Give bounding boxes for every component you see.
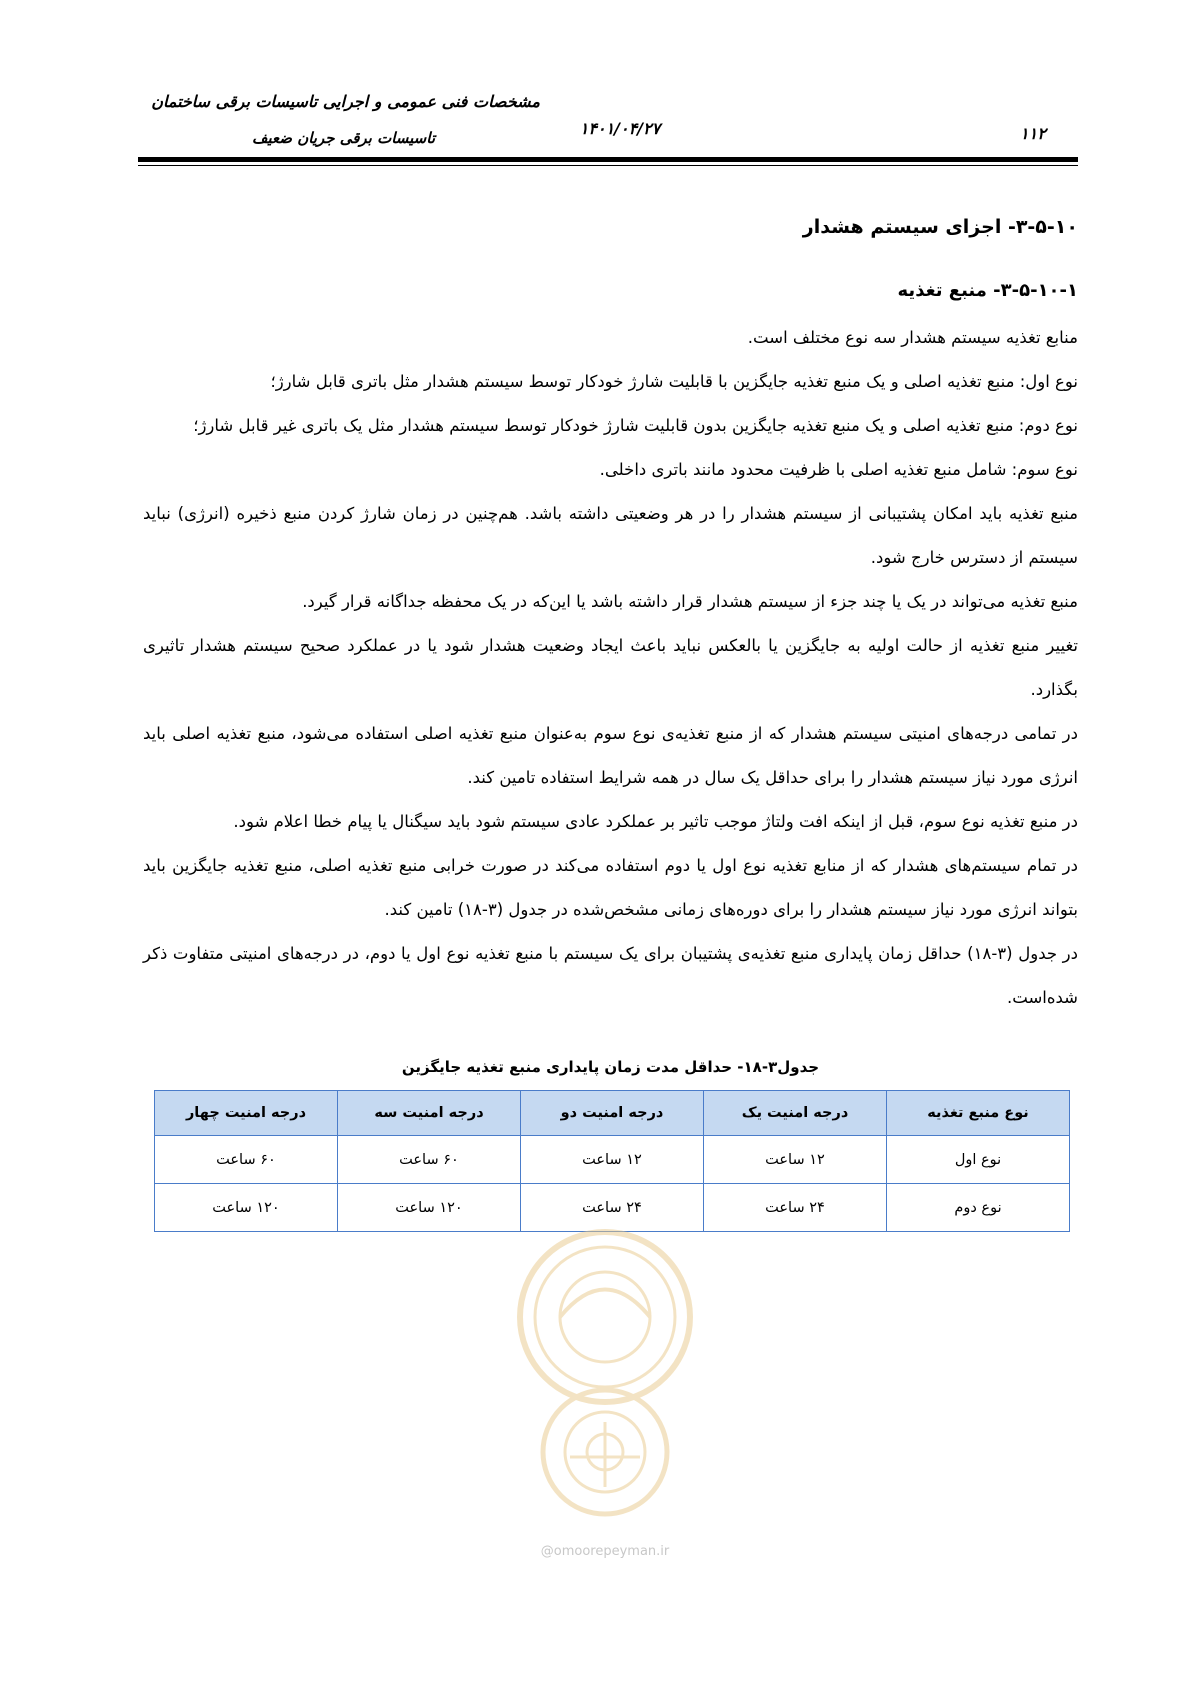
table-header-cell: درجه امنیت دو — [521, 1091, 704, 1136]
table-cell: ۲۴ ساعت — [704, 1184, 887, 1232]
header-title-line1: مشخصات فنی عمومی و اجرایی تاسیسات برقی ساختمان — [151, 92, 540, 111]
main-content — [143, 214, 1078, 1232]
header-rule-thick — [138, 157, 1078, 162]
watermark-site-text: @omoorepeyman.ir — [540, 1544, 670, 1559]
table-cell: ۶۰ ساعت — [155, 1136, 338, 1184]
table-container — [154, 1090, 1070, 1232]
power-supply-table — [154, 1090, 1070, 1232]
table-cell: ۶۰ ساعت — [338, 1136, 521, 1184]
table-caption: جدول۳-۱۸- حداقل مدت زمان پایداری منبع تغذیه جایگزین — [401, 1058, 820, 1076]
table-row — [155, 1136, 1070, 1184]
header-date: ۱۴۰۱/۰۴/۲۷ — [579, 119, 661, 138]
section-subheading: ۳-۵-۱۰-۱- منبع تغذیه — [897, 280, 1078, 301]
paragraph: در تمامی درجه‌های امنیتی سیستم هشدار که از منبع تغذیه‌ی نوع سوم به‌عنوان منبع تغذیه اصلی استفاده می‌شود، منبع تغذیه اصلی باید انرژی مورد نیاز سیستم هشدار را برای حداقل یک سال در همه شرایط استفاده تامین کند. — [143, 724, 1078, 787]
page-number: ۱۱۲ — [1020, 124, 1046, 143]
table-cell: نوع اول — [887, 1136, 1070, 1184]
paragraph: در جدول (۳-۱۸) حداقل زمان پایداری منبع تغذیه‌ی پشتیبان برای یک سیستم با منبع تغذیه نوع اول یا دوم، در درجه‌های امنیتی متفاوت ذکر شده‌است. — [143, 944, 1078, 1007]
paragraph: تغییر منبع تغذیه از حالت اولیه به جایگزین یا بالعکس نباید باعث ایجاد وضعیت هشدار شود یا در عملکرد صحیح سیستم هشدار تاثیری بگذارد. — [143, 636, 1078, 699]
table-header-cell: درجه امنیت سه — [338, 1091, 521, 1136]
paragraph: در منبع تغذیه نوع سوم، قبل از اینکه افت ولتاژ موجب تاثیر بر عملکرد عادی سیستم شود باید سیگنال یا پیام خطا اعلام شود. — [233, 812, 1078, 831]
watermark-emblem-icon — [500, 1222, 710, 1532]
paragraph: منبع تغذیه می‌تواند در یک یا چند جزء از سیستم هشدار قرار داشته باشد یا این‌که در یک محفظه جداگانه قرار گیرد. — [302, 592, 1078, 611]
section-heading: ۳-۵-۱۰- اجزای سیستم هشدار — [802, 216, 1078, 238]
table-header-row — [155, 1091, 1070, 1136]
paragraph: منابع تغذیه سیستم هشدار سه نوع مختلف است. — [747, 328, 1078, 347]
table-header-cell: درجه امنیت چهار — [155, 1091, 338, 1136]
table-cell: ۱۲۰ ساعت — [155, 1184, 338, 1232]
table-cell: ۲۴ ساعت — [521, 1184, 704, 1232]
table-header-cell: نوع منبع تغذیه — [887, 1091, 1070, 1136]
paragraph: نوع دوم: منبع تغذیه اصلی و یک منبع تغذیه جایگزین بدون قابلیت شارژ خودکار توسط سیستم هشدار مثل یک باتری غیر قابل شارژ؛ — [193, 416, 1078, 435]
table-row — [155, 1184, 1070, 1232]
watermark — [500, 1222, 710, 1562]
table-cell: ۱۲ ساعت — [521, 1136, 704, 1184]
table-header-cell: درجه امنیت یک — [704, 1091, 887, 1136]
header-title-line2: تاسیسات برقی جریان ضعیف — [251, 129, 435, 147]
header-rule-thin — [138, 165, 1078, 166]
paragraph: منبع تغذیه باید امکان پشتیبانی از سیستم هشدار را در هر وضعیتی داشته باشد. هم‌چنین در زمان شارژ کردن منبع ذخیره (انرژی) نباید سیستم از دسترس خارج شود. — [143, 504, 1078, 567]
table-cell: ۱۲۰ ساعت — [338, 1184, 521, 1232]
paragraph: در تمام سیستم‌های هشدار که از منابع تغذیه نوع اول یا دوم استفاده می‌کند در صورت خرابی منبع تغذیه اصلی، منبع تغذیه جایگزین باید بتواند انرژی مورد نیاز سیستم هشدار را برای دوره‌های زمانی مشخص‌شده در جدول (۳-۱۸) تامین کند. — [143, 856, 1078, 919]
paragraph: نوع سوم: شامل منبع تغذیه اصلی با ظرفیت محدود مانند باتری داخلی. — [599, 460, 1078, 479]
table-cell: نوع دوم — [887, 1184, 1070, 1232]
table-cell: ۱۲ ساعت — [704, 1136, 887, 1184]
paragraph: نوع اول: منبع تغذیه اصلی و یک منبع تغذیه جایگزین با قابلیت شارژ خودکار توسط سیستم هشدار مثل باتری قابل شارژ؛ — [270, 372, 1078, 391]
